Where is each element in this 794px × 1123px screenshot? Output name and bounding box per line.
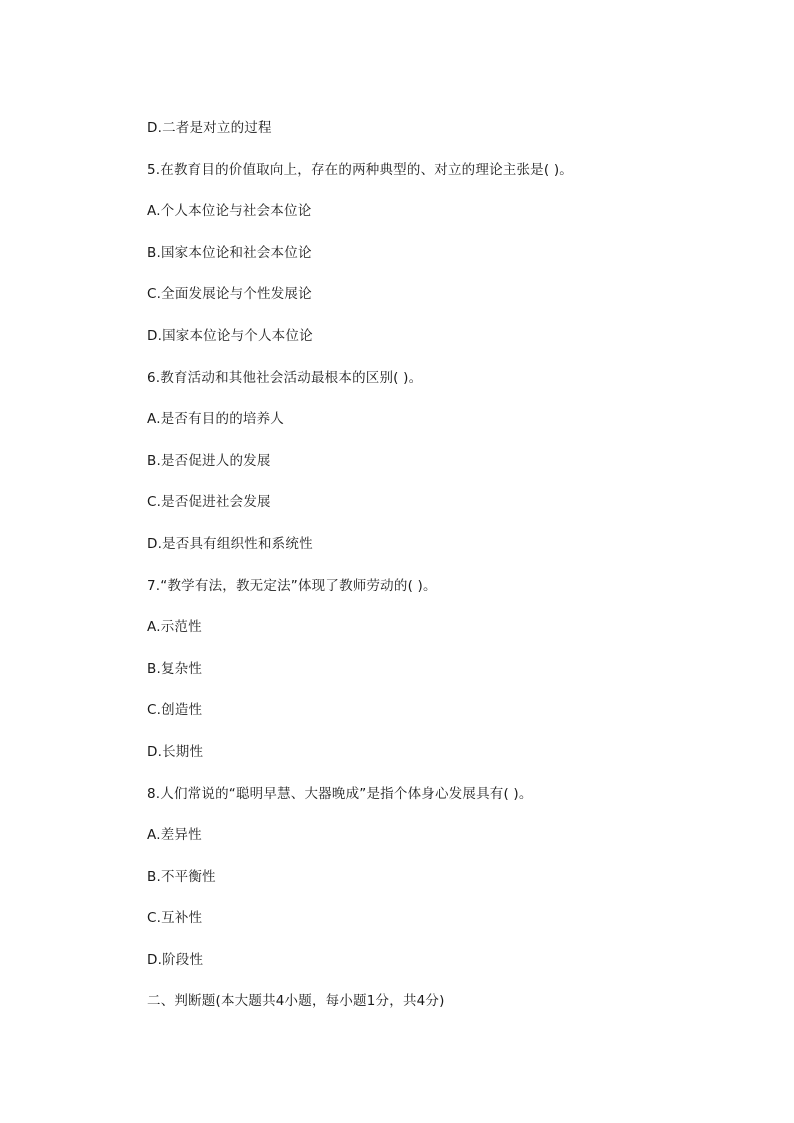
- option-7d: D.长期性: [147, 744, 204, 760]
- option-7b: B.复杂性: [147, 661, 203, 677]
- question-7: 7.“教学有法，教无定法”体现了教师劳动的( )。: [147, 578, 437, 594]
- question-8: 8.人们常说的“聪明早慧、大器晚成”是指个体身心发展具有( )。: [147, 786, 533, 802]
- option-7c: C.创造性: [147, 702, 203, 718]
- option-7a: A.示范性: [147, 619, 202, 635]
- option-5a: A.个人本位论与社会本位论: [147, 203, 312, 219]
- option-5d: D.国家本位论与个人本位论: [147, 328, 313, 344]
- option-6b: B.是否促进人的发展: [147, 453, 271, 469]
- option-8b: B.不平衡性: [147, 869, 216, 885]
- option-6a: A.是否有目的的培养人: [147, 411, 284, 427]
- option-5c: C.全面发展论与个性发展论: [147, 286, 312, 302]
- option-8d: D.阶段性: [147, 952, 204, 968]
- question-6: 6.教育活动和其他社会活动最根本的区别( )。: [147, 370, 423, 386]
- option-4d: D.二者是对立的过程: [147, 120, 272, 136]
- question-5: 5.在教育目的价值取向上，存在的两种典型的、对立的理论主张是( )。: [147, 162, 574, 178]
- option-6d: D.是否具有组织性和系统性: [147, 536, 313, 552]
- option-8a: A.差异性: [147, 827, 202, 843]
- option-6c: C.是否促进社会发展: [147, 494, 271, 510]
- option-8c: C.互补性: [147, 910, 203, 926]
- section-heading-true-false: 二、判断题(本大题共4小题，每小题1分，共4分): [147, 993, 445, 1009]
- option-5b: B.国家本位论和社会本位论: [147, 245, 312, 261]
